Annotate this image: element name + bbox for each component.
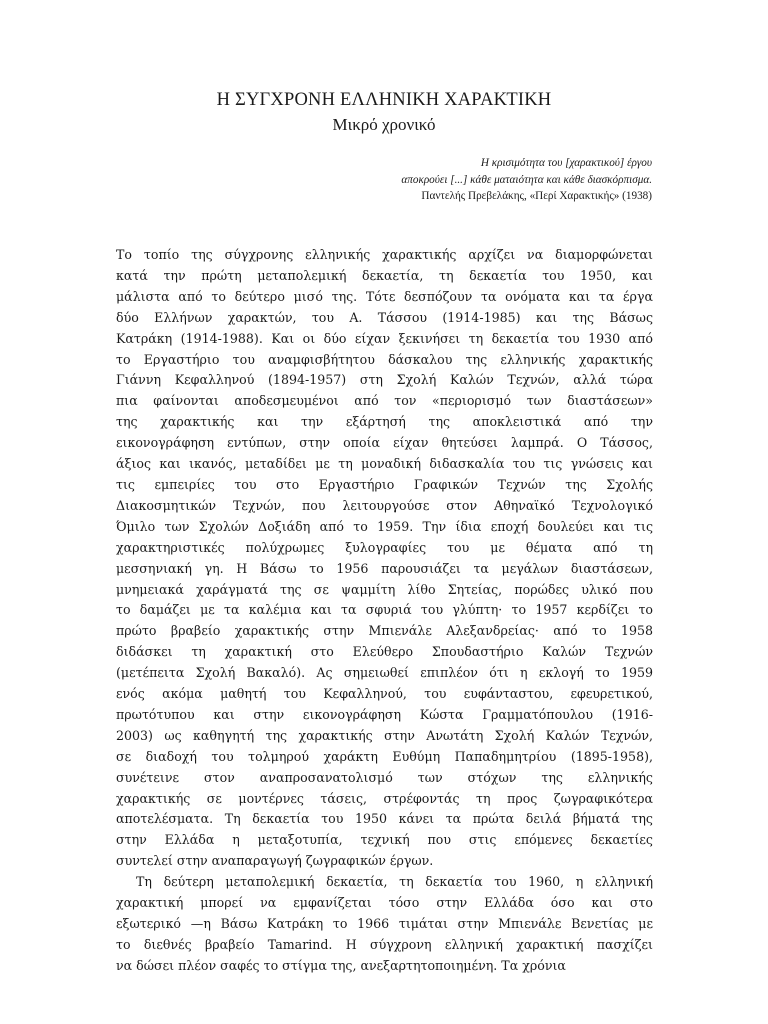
text-line: διδάσκει τη χαρακτική στο Ελεύθερο Σπουδαστήριο Καλών Τεχνών bbox=[116, 644, 653, 660]
text-line: να δώσει πλέον σαφές το στίγμα της, ανεξαρτητοποιημένη. Τα χρόνια bbox=[116, 957, 566, 973]
text-line: (μετέπειτα Σχολή Βακαλό). Ας σημειωθεί επιπλέον ότι η εκλογή το 1959 bbox=[116, 665, 653, 681]
text-line: 2003) ως καθηγητή της χαρακτικής στην Ανωτάτη Σχολή Καλών Τεχνών, bbox=[116, 727, 653, 743]
text-line: μάλιστα από το δεύτερο μισό της. Τότε δεσπόζουν τα ονόματα και τα έργα bbox=[116, 288, 653, 304]
text-line: Τη δεύτερη μεταπολεμική δεκαετία, τη δεκαετία του 1960, η ελληνική bbox=[136, 874, 653, 890]
paragraph-1 bbox=[116, 245, 653, 872]
text-line: κατά την πρώτη μεταπολεμική δεκαετία, τη δεκαετία του 1950, και bbox=[116, 267, 653, 283]
text-line: συντελεί στην αναπαραγωγή ζωγραφικών έργων. bbox=[116, 853, 434, 869]
text-line: το Εργαστήριο του αναμφισβήτητου δάσκαλου της ελληνικής χαρακτικής bbox=[116, 351, 653, 367]
text-line: χαρακτική μπορεί να εμφανίζεται τόσο στην Ελλάδα όσο και στο bbox=[116, 895, 653, 911]
text-line: Γιάννη Κεφαλληνού (1894-1957) στη Σχολή Καλών Τεχνών, αλλά τώρα bbox=[116, 372, 653, 388]
text-line: το δαμάζει με τα καλέμια και τα σφυριά του γλύπτη· το 1957 κερδίζει το bbox=[116, 602, 653, 618]
text-line: Όμιλο των Σχολών Δοξιάδη από το 1959. Την ίδια εποχή δουλεύει και τις bbox=[116, 518, 653, 534]
text-line: σε διαδοχή του τολμηρού χαράκτη Ευθύμη Παπαδημητρίου (1895-1958), bbox=[116, 748, 653, 764]
document-subtitle: Μικρό χρονικό bbox=[332, 115, 436, 134]
document-title: Η ΣΥΓΧΡΟΝΗ ΕΛΛΗΝΙΚΗ ΧΑΡΑΚΤΙΚΗ bbox=[216, 90, 552, 110]
epigraph-line-1: Η κρισιμότητα του [χαρακτικού] έργου bbox=[480, 157, 652, 169]
text-line: μεσσηνιακή γη. Η Βάσω το 1956 παρουσιάζει τα μεγάλων διαστάσεων, bbox=[116, 560, 653, 576]
text-line: της χαρακτικής και την εξάρτησή της αποκλειστικά από την bbox=[116, 414, 653, 430]
text-line: εικονογράφηση εντύπων, στην οποία είχαν θητεύσει λαμπρά. Ο Τάσσος, bbox=[116, 435, 653, 451]
text-line: χαρακτικής σε μοντέρνες τάσεις, στρέφοντάς τη προς ζωγραφικότερα bbox=[116, 790, 653, 806]
text-line: στην Ελλάδα η μεταξοτυπία, τεχνική που στις επόμενες δεκαετίες bbox=[116, 832, 653, 848]
text-line: πρωτότυπου και στην εικονογράφηση Κώστα Γραμματόπουλου (1916- bbox=[116, 706, 653, 722]
text-line: το διεθνές βραβείο Tamarind. Η σύγχρονη ελληνική χαρακτική πασχίζει bbox=[116, 936, 653, 952]
text-line: Κατράκη (1914-1988). Και οι δύο είχαν ξεκινήσει τη δεκαετία του 1930 από bbox=[116, 330, 653, 346]
text-line: Διακοσμητικών Τεχνών, που λειτουργούσε στον Αθηναϊκό Τεχνολογικό bbox=[116, 497, 653, 513]
text-line: χαρακτηριστικές πολύχρωμες ξυλογραφίες του με θέματα από τη bbox=[116, 539, 653, 555]
epigraph bbox=[212, 155, 652, 205]
text-line: ενός ακόμα μαθητή του Κεφαλληνού, του ευφάνταστου, εφευρετικού, bbox=[116, 686, 653, 702]
body-text bbox=[116, 245, 653, 977]
text-line: δύο Ελλήνων χαρακτών, του Α. Τάσσου (1914-1985) και της Βάσως bbox=[116, 309, 653, 325]
text-line: άξιος και ικανός, μεταδίδει με τη μοναδική διδασκαλία του τις γνώσεις και bbox=[116, 456, 653, 472]
paragraph-2 bbox=[116, 872, 653, 977]
text-line: πια φαίνονται αποδεσμευμένοι από τον «περιορισμό των διαστάσεων» bbox=[116, 393, 653, 409]
text-line: Το τοπίο της σύγχρονης ελληνικής χαρακτικής αρχίζει να διαμορφώνεται bbox=[116, 247, 653, 262]
text-line: πρώτο βραβείο χαρακτικής στην Μπιενάλε Αλεξανδρείας· από το 1958 bbox=[116, 623, 653, 639]
text-line: μνημειακά χαράγματά της σε ψαμμίτη λίθο Σητείας, πορώδες υλικό που bbox=[116, 581, 653, 597]
epigraph-attribution: Παντελής Πρεβελάκης, «Περί Χαρακτικής» (1938) bbox=[421, 190, 652, 202]
text-line: συνέτεινε στον αναπροσανατολισμό των στόχων της ελληνικής bbox=[116, 769, 653, 785]
text-line: εξωτερικό —η Βάσω Κατράκη το 1966 τιμάται στην Μπιενάλε Βενετίας με bbox=[116, 916, 653, 931]
text-line: τις εμπειρίες του στο Εργαστήριο Γραφικών Τεχνών της Σχολής bbox=[116, 476, 653, 492]
text-line: αποτελέσματα. Τη δεκαετία του 1950 κάνει τα πρώτα δειλά βήματά της bbox=[116, 811, 653, 827]
epigraph-line-2: αποκρούει [...] κάθε ματαιότητα και κάθε διασκόρπισμα. bbox=[401, 173, 652, 186]
